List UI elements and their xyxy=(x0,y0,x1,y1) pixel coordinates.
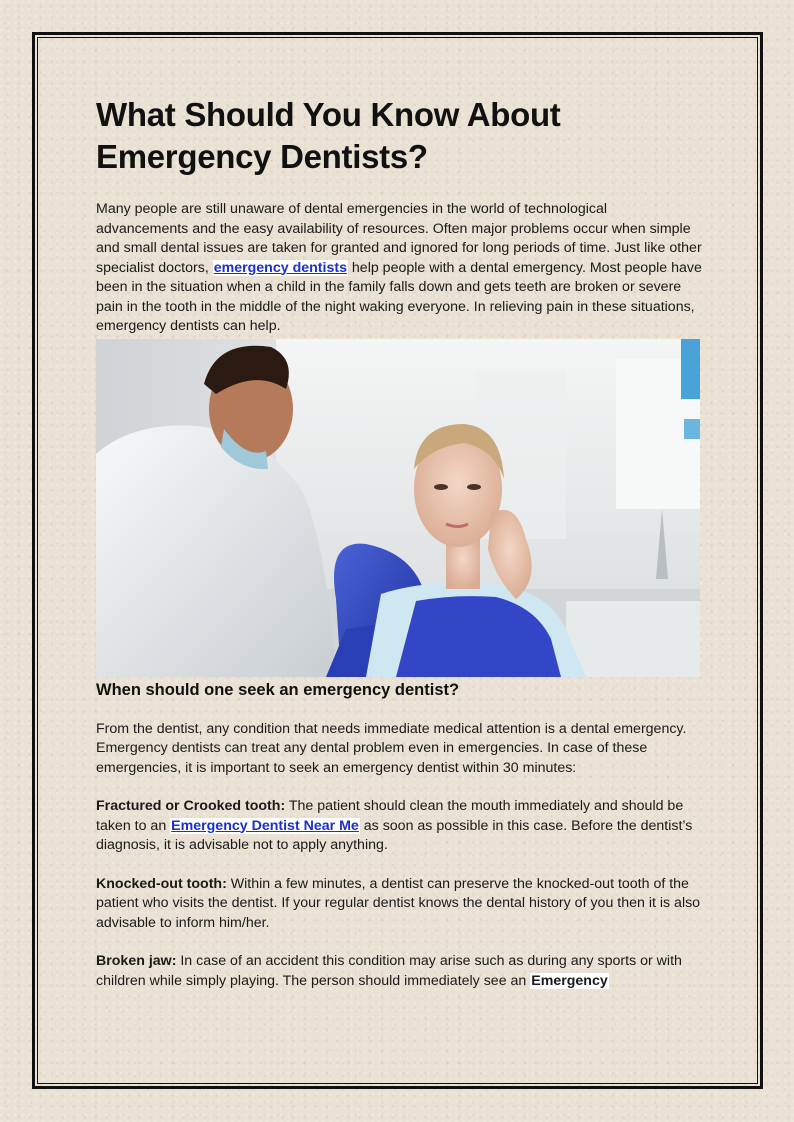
highlighted-word: Emergency xyxy=(531,972,608,989)
item-knocked-out-tooth xyxy=(96,875,702,934)
photo-illustration xyxy=(96,339,700,677)
item-fractured-tooth xyxy=(96,797,702,856)
dentist-patient-photo xyxy=(96,339,700,677)
intro-paragraph xyxy=(96,200,702,337)
intro-text-before: Many people are still unaware of dental emergencies in the world of technological advancements and the easy availability of resources. Often major problems occur when simple and small dental issues are taken for granted and ignored for long periods of time. Just like other specialist doctors, xyxy=(96,201,702,276)
item-label: Knocked-out tooth: xyxy=(96,875,227,892)
item-label: Broken jaw: xyxy=(96,953,177,969)
intro-text-after: help people with a dental emergency. Most people have been in the situation when a child in the family falls down and gets teeth are broken or severe pain in the tooth in the middle of the night waking everyone. In relieving pain in these situations, emergency dentists can help. xyxy=(96,259,702,334)
article-title xyxy=(96,94,702,178)
item-broken-jaw xyxy=(96,952,702,991)
section-intro: From the dentist, any condition that needs immediate medical attention is a dental emergency. Emergency dentists can treat any dental problem even in emergencies. In case of these emergencies, it is important to seek an emergency dentist within 30 minutes: xyxy=(96,720,687,776)
title-line-2: Emergency Dentists? xyxy=(96,138,428,175)
article xyxy=(96,94,702,991)
item-text-before: The patient should clean the mouth immediately and should be taken to an xyxy=(96,798,684,834)
emergency-dentists-link[interactable]: emergency dentists xyxy=(213,259,347,276)
item-text: In case of an accident this condition may arise such as during any sports or with children while simply playing. The person should immediately see an xyxy=(96,953,682,989)
item-text: Within a few minutes, a dentist can preserve the knocked-out tooth of the patient who visits the dentist. If your regular dentist knows the dental history of you then it is also advisable to inform him/her. xyxy=(96,875,701,931)
section-heading: When should one seek an emergency dentist? xyxy=(96,680,460,699)
item-text-after: as soon as possible in this case. Before the dentist’s diagnosis, it is advisable not to apply anything. xyxy=(96,817,693,853)
emergency-dentist-near-me-link[interactable]: Emergency Dentist Near Me xyxy=(171,817,359,834)
title-line-1: What Should You Know About xyxy=(96,96,561,133)
item-label: Fractured or Crooked tooth: xyxy=(96,798,286,814)
